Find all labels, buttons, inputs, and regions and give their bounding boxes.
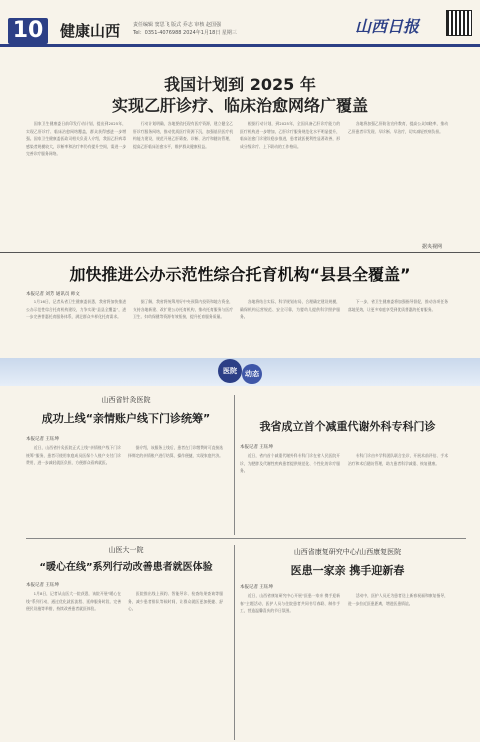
article6-column-2: 活动中，医护人员还为患者送上新春祝福和康复指导，进一步拉近医患距离，增进医患情谊。 [348, 593, 448, 606]
section-title: 健康山西 [60, 22, 121, 40]
editor-line: 责任编辑 窦思飞 版式 乔志 审核 赵国强 [133, 22, 221, 28]
article1-column-1: 国家卫生健康委日前印发行动计划，提出到2025年，实现乙肝诊疗、临床治愈网络覆盖，群众获得感进一步增强。国家卫生健康委医政司相关负责人介绍，我国乙肝病毒感染者规模较大，诊断率和治疗率仍有提升空间，需进一步完善诊疗服务网络。 [26, 121, 126, 156]
article3-kicker: 山西省针灸医院 [101, 396, 151, 404]
article5-title: “暖心在线”系列行动改善患者就医体验 [39, 562, 213, 573]
article6-byline: 本报记者 王钰坤 [240, 585, 273, 590]
article6-column-1: 近日，山西省康复研究中心开展“医患一家亲 携手迎新春”主题活动，医护人员与住院患者共同书写春联、制作手工，营造温馨喜庆的节日氛围。 [240, 593, 340, 613]
article5-kicker: 山医大一院 [108, 546, 144, 554]
newspaper-logo: 山西日报 [355, 17, 420, 36]
page-header [0, 0, 480, 43]
article5-byline: 本报记者 王钰坤 [26, 583, 59, 588]
article4-byline: 本报记者 王钰坤 [240, 445, 273, 450]
article2-column-2: 据了解，我省将统筹用好中央预算内投资和地方资金，支持各地新建、改扩建公办托育机构，推动托育服务与医疗卫生、妇幼保健等资源有效衔接，提升托育服务质量。 [133, 299, 233, 319]
header-rule [0, 44, 480, 47]
article1-title-line2: 实现乙肝诊疗、临床治愈网络广覆盖 [111, 96, 368, 115]
column-divider-2 [234, 545, 235, 740]
page-number: 10 [8, 18, 48, 44]
article5-column-2: 医院推出线上预约、智能导诊、检查结果查询等服务，减少患者排队等候时间，让群众就医更加便捷、舒心。 [128, 591, 223, 611]
column-divider-1 [234, 395, 235, 535]
middle-divider [26, 538, 466, 539]
article6-kicker: 山西省康复研究中心/山西康复医院 [293, 548, 402, 556]
tel-line: Tel：0351-4076988 2024年1月18日 星期三 [133, 30, 237, 36]
article1-title-line1: 我国计划到 2025 年 [164, 75, 316, 94]
article4-column-1: 近日，省内首个减重代谢外科专科门诊在省人民医院开诊，为肥胖及代谢性疾病患者提供规范化、个性化的诊疗服务。 [240, 453, 340, 473]
article6-title: 医患一家亲 携手迎新春 [290, 564, 405, 577]
qr-code-icon [446, 10, 472, 36]
badge-hospital: 医院 [218, 359, 242, 383]
article1-source: 据央视网 [422, 244, 443, 250]
article4-column-2: 专科门诊由多学科团队联合坐诊，开展术前评估、手术治疗和术后随访管理，助力患者科学减重、恢复健康。 [348, 453, 448, 466]
article1-column-2: 行动计划明确，各地要依托现有医疗资源，建立健全乙肝诊疗服务网络，推动优质医疗资源下沉，加强基层医疗机构能力建设，规范开展乙肝筛查、诊断、治疗和随访管理，提高乙肝临床治愈水平，维护群众健康权益。 [133, 121, 233, 149]
article3-byline: 本报记者 王钰坤 [26, 437, 59, 442]
article2-byline: 本报记者 刘芳 通讯员 师文 [26, 292, 80, 297]
article2-title: 加快推进公办示范性综合托育机构“县县全覆盖” [69, 265, 411, 284]
article1-column-3: 根据行动计划，到2025年，全国具备乙肝诊疗能力的医疗机构进一步增加，乙肝诊疗服务规范化水平明显提升，临床治愈门诊建设稳步推进，患者就医便利性显著改善，形成分级诊疗、上下联动的工作格局。 [240, 121, 340, 149]
article2-column-4: 下一步，省卫生健康委将加强指导督促，推动各项任务落地见效，让更多家庭享受到优质普惠的托育服务。 [348, 299, 448, 312]
badge-news: 动态 [242, 364, 262, 384]
article3-column-1: 近日，山西省针灸医院正式上线“亲情账户线下门诊统筹”服务，患者可使用家庭成员医保个人账户支付门诊费用，进一步减轻就医负担，方便群众看病就医。 [26, 445, 121, 465]
article2-column-1: 1月16日，记者从省卫生健康委获悉，我省将加快推进公办示范性综合托育机构建设，力争实现“县县全覆盖”，进一步完善普惠托育服务体系，满足群众多样化托育需求。 [26, 299, 126, 319]
article3-column-2: 据介绍，该服务上线后，患者在门诊缴费时可直接选择绑定的亲情账户进行结算，操作便捷，实现家庭共济。 [128, 445, 223, 458]
article1-column-4: 各地将加强乙肝防治宣传教育，提高公众知晓率，推动乙肝患者早发现、早诊断、早治疗，切实减轻疾病负担。 [348, 121, 448, 134]
article4-title: 我省成立首个减重代谢外科专科门诊 [259, 420, 436, 433]
article5-column-1: 1月8日，记者从山医大一院获悉，该院开展“暖心在线”系列行动，通过优化就医流程、延伸服务时段、完善便民设施等举措，持续改善患者就医体验。 [26, 591, 121, 611]
article1-divider [0, 252, 480, 253]
article2-column-3: 各地将结合实际，科学规划布局，合理确定建设规模，确保机构运营规范、安全可靠，为婴幼儿提供科学照护服务。 [240, 299, 340, 319]
article3-title: 成功上线“亲情账户线下门诊统筹” [41, 412, 211, 425]
